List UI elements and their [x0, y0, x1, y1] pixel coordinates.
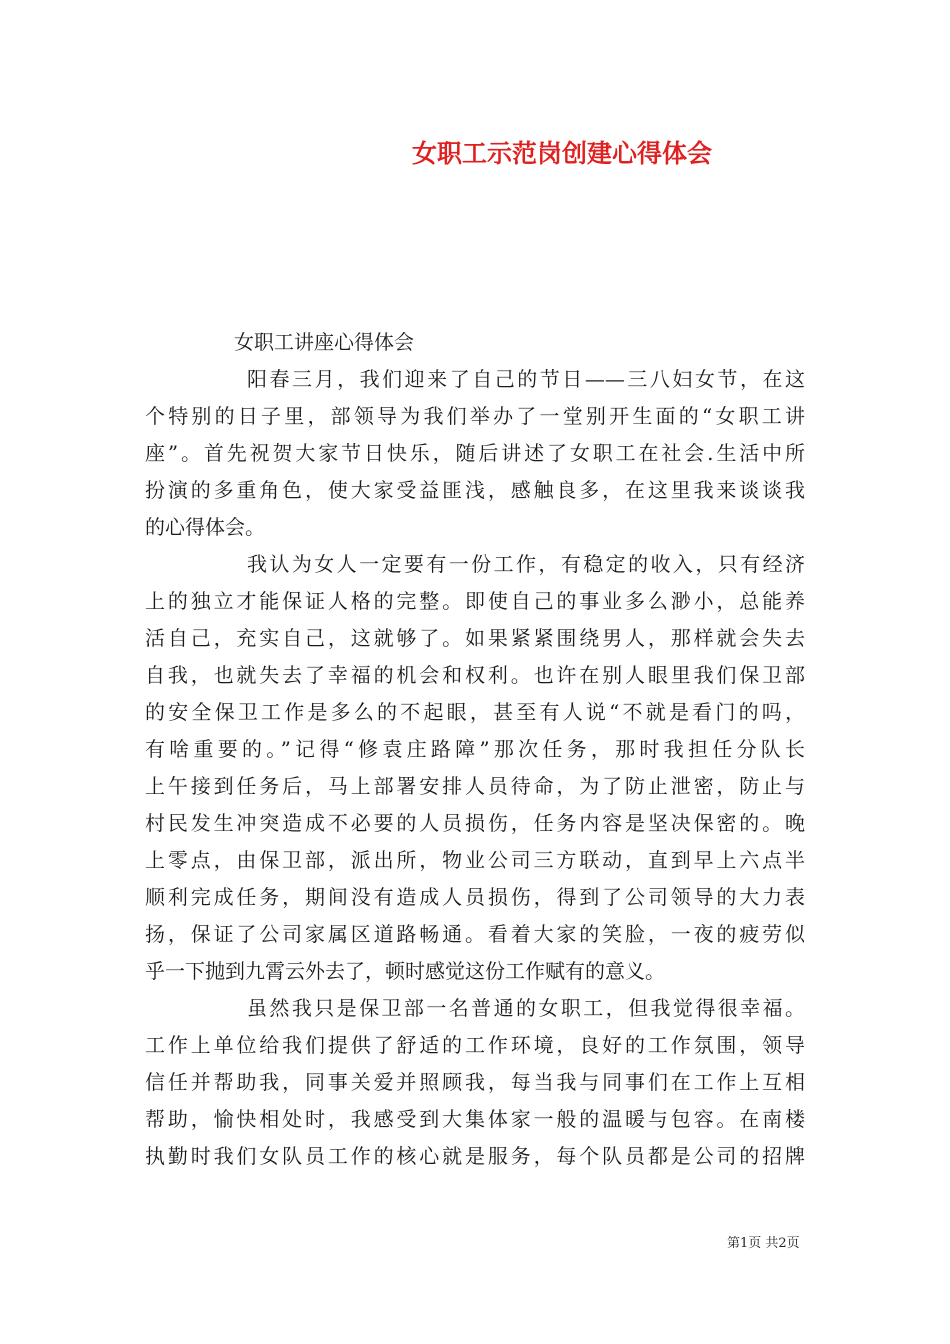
- paragraph-line: 自我，也就失去了幸福的机会和权利。也许在别人眼里我们保卫部: [145, 663, 805, 687]
- paragraph-line: 上零点，由保卫部，派出所，物业公司三方联动，直到早上六点半: [145, 848, 805, 872]
- document-subtitle: 女职工讲座心得体会: [234, 330, 414, 354]
- paragraph-line: 座”。首先祝贺大家节日快乐，随后讲述了女职工在社会.生活中所: [145, 441, 805, 465]
- paragraph-line: 顺利完成任务，期间没有造成人员损伤，得到了公司领导的大力表: [145, 885, 805, 909]
- paragraph-line: 活自己，充实自己，这就够了。如果紧紧围绕男人，那样就会失去: [145, 626, 805, 650]
- paragraph-line: 执勤时我们女队员工作的核心就是服务，每个队员都是公司的招牌: [145, 1144, 805, 1168]
- paragraph-line: 阳春三月，我们迎来了自己的节日——三八妇女节，在这: [247, 367, 805, 391]
- paragraph-line: 乎一下抛到九霄云外去了，顿时感觉这份工作赋有的意义。: [145, 959, 665, 983]
- paragraph-line: 的安全保卫工作是多么的不起眼，甚至有人说“不就是看门的吗，: [145, 700, 805, 724]
- paragraph-line: 我认为女人一定要有一份工作，有稳定的收入，只有经济: [247, 552, 805, 576]
- paragraph-line: 村民发生冲突造成不必要的人员损伤，任务内容是坚决保密的。晚: [145, 811, 805, 835]
- paragraph-line: 扬，保证了公司家属区道路畅通。看着大家的笑脸，一夜的疲劳似: [145, 922, 805, 946]
- paragraph-line: 个特别的日子里，部领导为我们举办了一堂别开生面的“女职工讲: [145, 404, 805, 428]
- paragraph-line: 信任并帮助我，同事关爱并照顾我，每当我与同事们在工作上互相: [145, 1070, 805, 1094]
- paragraph-line: 上的独立才能保证人格的完整。即使自己的事业多么渺小，总能养: [145, 589, 805, 613]
- page-title: 女职工示范岗创建心得体会: [412, 139, 713, 168]
- paragraph-line: 的心得体会。: [145, 515, 265, 539]
- paragraph-line: 虽然我只是保卫部一名普通的女职工，但我觉得很幸福。: [247, 996, 805, 1020]
- paragraph-line: 扮演的多重角色，使大家受益匪浅，感触良多，在这里我来谈谈我: [145, 478, 805, 502]
- paragraph-line: 有啥重要的。”记得“修袁庄路障”那次任务，那时我担任分队长: [145, 737, 805, 761]
- page-number-footer: 第1页 共2页: [727, 1236, 800, 1251]
- paragraph-line: 工作上单位给我们提供了舒适的工作环境，良好的工作氛围，领导: [145, 1033, 805, 1057]
- paragraph-line: 上午接到任务后，马上部署安排人员待命，为了防止泄密，防止与: [145, 774, 805, 798]
- paragraph-line: 帮助，愉快相处时，我感受到大集体家一般的温暖与包容。在南楼: [145, 1107, 805, 1131]
